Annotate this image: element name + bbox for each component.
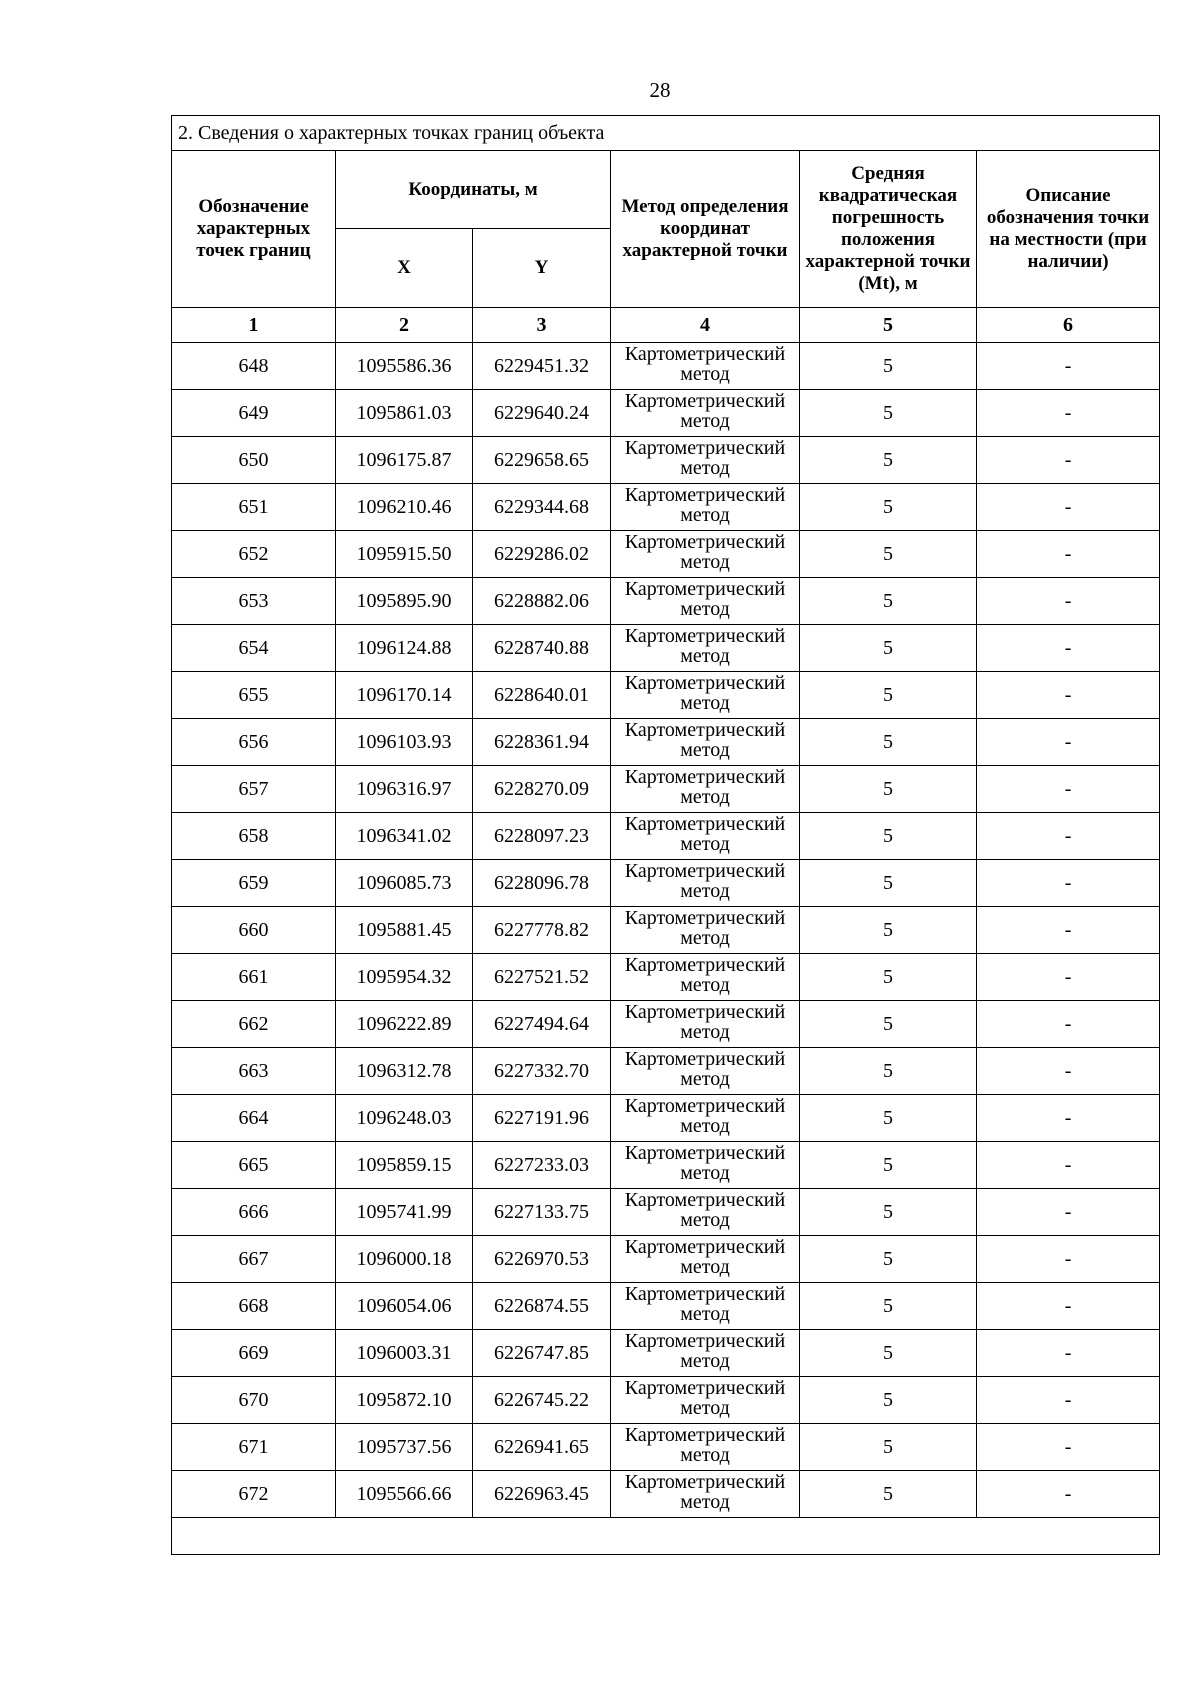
header-x: X xyxy=(336,229,473,308)
point-number-cell: 668 xyxy=(172,1283,336,1330)
point-number-cell: 671 xyxy=(172,1424,336,1471)
method-cell xyxy=(611,1236,800,1283)
method-line-1: Картометрический xyxy=(624,1095,786,1117)
y-coordinate-cell: 6228096.78 xyxy=(473,860,611,907)
column-number: 2 xyxy=(336,308,473,343)
table-row xyxy=(172,1236,1160,1283)
x-coordinate-cell: 1095954.32 xyxy=(336,954,473,1001)
method-cell xyxy=(611,484,800,531)
point-number-cell: 657 xyxy=(172,766,336,813)
method-line-1: Картометрический xyxy=(624,672,786,694)
mean-square-error-cell: 5 xyxy=(800,531,977,578)
method-line-2: метод xyxy=(680,1068,730,1090)
description-cell: - xyxy=(977,531,1160,578)
column-number-row xyxy=(172,308,1160,343)
description-cell: - xyxy=(977,343,1160,390)
header-point-designation: Обозначение характерных точек границ xyxy=(172,151,336,308)
empty-footer-cell xyxy=(172,1518,1160,1555)
point-number-cell: 652 xyxy=(172,531,336,578)
mean-square-error-cell: 5 xyxy=(800,1001,977,1048)
x-coordinate-cell: 1095861.03 xyxy=(336,390,473,437)
method-line-1: Картометрический xyxy=(624,1142,786,1164)
method-cell xyxy=(611,1095,800,1142)
method-line-2: метод xyxy=(680,1350,730,1372)
method-cell xyxy=(611,766,800,813)
method-line-1: Картометрический xyxy=(624,1471,786,1493)
mean-square-error-cell: 5 xyxy=(800,343,977,390)
description-cell: - xyxy=(977,954,1160,1001)
method-cell xyxy=(611,625,800,672)
y-coordinate-cell: 6229640.24 xyxy=(473,390,611,437)
method-line-1: Картометрический xyxy=(624,343,786,365)
table-row xyxy=(172,484,1160,531)
table-row xyxy=(172,860,1160,907)
method-line-1: Картометрический xyxy=(624,390,786,412)
point-number-cell: 661 xyxy=(172,954,336,1001)
point-number-cell: 663 xyxy=(172,1048,336,1095)
y-coordinate-cell: 6228097.23 xyxy=(473,813,611,860)
point-number-cell: 654 xyxy=(172,625,336,672)
x-coordinate-cell: 1096170.14 xyxy=(336,672,473,719)
table-row xyxy=(172,907,1160,954)
column-number: 1 xyxy=(172,308,336,343)
method-line-1: Картометрический xyxy=(624,813,786,835)
description-cell: - xyxy=(977,860,1160,907)
method-line-2: метод xyxy=(680,1256,730,1278)
x-coordinate-cell: 1095741.99 xyxy=(336,1189,473,1236)
method-line-1: Картометрический xyxy=(624,1001,786,1023)
point-number-cell: 648 xyxy=(172,343,336,390)
table-row xyxy=(172,1048,1160,1095)
mean-square-error-cell: 5 xyxy=(800,1424,977,1471)
method-line-2: метод xyxy=(680,645,730,667)
point-number-cell: 666 xyxy=(172,1189,336,1236)
mean-square-error-cell: 5 xyxy=(800,860,977,907)
y-coordinate-cell: 6228361.94 xyxy=(473,719,611,766)
method-cell xyxy=(611,343,800,390)
section-title: 2. Сведения о характерных точках границ объекта xyxy=(172,116,1160,151)
mean-square-error-cell: 5 xyxy=(800,1236,977,1283)
description-cell: - xyxy=(977,1377,1160,1424)
point-number-cell: 653 xyxy=(172,578,336,625)
table-row xyxy=(172,1424,1160,1471)
mean-square-error-cell: 5 xyxy=(800,1471,977,1518)
mean-square-error-cell: 5 xyxy=(800,907,977,954)
boundary-points-table xyxy=(171,115,1160,1555)
table-row xyxy=(172,1095,1160,1142)
y-coordinate-cell: 6226747.85 xyxy=(473,1330,611,1377)
y-coordinate-cell: 6228270.09 xyxy=(473,766,611,813)
method-line-1: Картометрический xyxy=(624,578,786,600)
section-title-row xyxy=(172,116,1160,151)
table-row xyxy=(172,1330,1160,1377)
x-coordinate-cell: 1096175.87 xyxy=(336,437,473,484)
mean-square-error-cell: 5 xyxy=(800,625,977,672)
x-coordinate-cell: 1096312.78 xyxy=(336,1048,473,1095)
description-cell: - xyxy=(977,1471,1160,1518)
empty-footer-row xyxy=(172,1518,1160,1555)
method-cell xyxy=(611,1001,800,1048)
description-cell: - xyxy=(977,484,1160,531)
mean-square-error-cell: 5 xyxy=(800,1095,977,1142)
y-coordinate-cell: 6228640.01 xyxy=(473,672,611,719)
x-coordinate-cell: 1096054.06 xyxy=(336,1283,473,1330)
method-line-1: Картометрический xyxy=(624,860,786,882)
method-line-2: метод xyxy=(680,363,730,385)
method-cell xyxy=(611,672,800,719)
description-cell: - xyxy=(977,1001,1160,1048)
x-coordinate-cell: 1095566.66 xyxy=(336,1471,473,1518)
method-cell xyxy=(611,954,800,1001)
method-line-2: метод xyxy=(680,1021,730,1043)
point-number-cell: 658 xyxy=(172,813,336,860)
point-number-cell: 665 xyxy=(172,1142,336,1189)
description-cell: - xyxy=(977,1283,1160,1330)
description-cell: - xyxy=(977,672,1160,719)
method-line-2: метод xyxy=(680,927,730,949)
mean-square-error-cell: 5 xyxy=(800,719,977,766)
method-cell xyxy=(611,860,800,907)
description-cell: - xyxy=(977,437,1160,484)
method-line-1: Картометрический xyxy=(624,719,786,741)
table-row xyxy=(172,437,1160,484)
mean-square-error-cell: 5 xyxy=(800,484,977,531)
x-coordinate-cell: 1095872.10 xyxy=(336,1377,473,1424)
point-number-cell: 664 xyxy=(172,1095,336,1142)
method-line-1: Картометрический xyxy=(624,437,786,459)
x-coordinate-cell: 1096210.46 xyxy=(336,484,473,531)
x-coordinate-cell: 1096248.03 xyxy=(336,1095,473,1142)
method-line-2: метод xyxy=(680,974,730,996)
y-coordinate-cell: 6226970.53 xyxy=(473,1236,611,1283)
mean-square-error-cell: 5 xyxy=(800,1283,977,1330)
description-cell: - xyxy=(977,1095,1160,1142)
y-coordinate-cell: 6229286.02 xyxy=(473,531,611,578)
point-number-cell: 659 xyxy=(172,860,336,907)
method-line-2: метод xyxy=(680,551,730,573)
y-coordinate-cell: 6229344.68 xyxy=(473,484,611,531)
page-number: 28 xyxy=(649,78,671,102)
column-number: 5 xyxy=(800,308,977,343)
method-cell xyxy=(611,1142,800,1189)
method-line-2: метод xyxy=(680,1209,730,1231)
x-coordinate-cell: 1095915.50 xyxy=(336,531,473,578)
method-line-1: Картометрический xyxy=(624,625,786,647)
method-line-2: метод xyxy=(680,1162,730,1184)
description-cell: - xyxy=(977,1142,1160,1189)
mean-square-error-cell: 5 xyxy=(800,1142,977,1189)
method-line-2: метод xyxy=(680,598,730,620)
method-line-1: Картометрический xyxy=(624,1424,786,1446)
y-coordinate-cell: 6229451.32 xyxy=(473,343,611,390)
method-cell xyxy=(611,719,800,766)
y-coordinate-cell: 6226941.65 xyxy=(473,1424,611,1471)
mean-square-error-cell: 5 xyxy=(800,766,977,813)
mean-square-error-cell: 5 xyxy=(800,390,977,437)
mean-square-error-cell: 5 xyxy=(800,437,977,484)
point-number-cell: 667 xyxy=(172,1236,336,1283)
header-description: Описание обозначения точки на местности (при наличии) xyxy=(977,151,1160,308)
method-cell xyxy=(611,1424,800,1471)
method-line-1: Картометрический xyxy=(624,1048,786,1070)
x-coordinate-cell: 1096000.18 xyxy=(336,1236,473,1283)
point-number-cell: 672 xyxy=(172,1471,336,1518)
x-coordinate-cell: 1096003.31 xyxy=(336,1330,473,1377)
method-cell xyxy=(611,578,800,625)
method-line-2: метод xyxy=(680,786,730,808)
x-coordinate-cell: 1096103.93 xyxy=(336,719,473,766)
mean-square-error-cell: 5 xyxy=(800,578,977,625)
table-row xyxy=(172,1471,1160,1518)
description-cell: - xyxy=(977,719,1160,766)
table-row xyxy=(172,766,1160,813)
mean-square-error-cell: 5 xyxy=(800,813,977,860)
method-line-2: метод xyxy=(680,739,730,761)
x-coordinate-cell: 1096341.02 xyxy=(336,813,473,860)
table-row xyxy=(172,1283,1160,1330)
y-coordinate-cell: 6226745.22 xyxy=(473,1377,611,1424)
method-cell xyxy=(611,1189,800,1236)
x-coordinate-cell: 1095859.15 xyxy=(336,1142,473,1189)
method-line-1: Картометрический xyxy=(624,1236,786,1258)
table-row xyxy=(172,1142,1160,1189)
mean-square-error-cell: 5 xyxy=(800,672,977,719)
method-cell xyxy=(611,1283,800,1330)
method-line-2: метод xyxy=(680,457,730,479)
y-coordinate-cell: 6227332.70 xyxy=(473,1048,611,1095)
y-coordinate-cell: 6227521.52 xyxy=(473,954,611,1001)
header-coordinates: Координаты, м xyxy=(336,151,611,229)
table-row xyxy=(172,672,1160,719)
x-coordinate-cell: 1096124.88 xyxy=(336,625,473,672)
x-coordinate-cell: 1096222.89 xyxy=(336,1001,473,1048)
x-coordinate-cell: 1096316.97 xyxy=(336,766,473,813)
table-row xyxy=(172,1189,1160,1236)
mean-square-error-cell: 5 xyxy=(800,1330,977,1377)
method-cell xyxy=(611,390,800,437)
y-coordinate-cell: 6229658.65 xyxy=(473,437,611,484)
method-line-1: Картометрический xyxy=(624,1330,786,1352)
point-number-cell: 655 xyxy=(172,672,336,719)
table-row xyxy=(172,343,1160,390)
column-number: 3 xyxy=(473,308,611,343)
method-line-2: метод xyxy=(680,1444,730,1466)
method-line-1: Картометрический xyxy=(624,484,786,506)
header-row xyxy=(172,151,1160,229)
table-row xyxy=(172,531,1160,578)
method-cell xyxy=(611,1471,800,1518)
column-number: 4 xyxy=(611,308,800,343)
y-coordinate-cell: 6227133.75 xyxy=(473,1189,611,1236)
description-cell: - xyxy=(977,578,1160,625)
point-number-cell: 651 xyxy=(172,484,336,531)
x-coordinate-cell: 1096085.73 xyxy=(336,860,473,907)
table-row xyxy=(172,954,1160,1001)
table-row xyxy=(172,1377,1160,1424)
description-cell: - xyxy=(977,813,1160,860)
mean-square-error-cell: 5 xyxy=(800,954,977,1001)
method-line-1: Картометрический xyxy=(624,907,786,929)
method-cell xyxy=(611,1377,800,1424)
table-row xyxy=(172,719,1160,766)
method-line-1: Картометрический xyxy=(624,954,786,976)
point-number-cell: 662 xyxy=(172,1001,336,1048)
description-cell: - xyxy=(977,1236,1160,1283)
method-line-1: Картометрический xyxy=(624,1283,786,1305)
description-cell: - xyxy=(977,907,1160,954)
method-line-2: метод xyxy=(680,1303,730,1325)
mean-square-error-cell: 5 xyxy=(800,1048,977,1095)
y-coordinate-cell: 6227191.96 xyxy=(473,1095,611,1142)
method-cell xyxy=(611,813,800,860)
table-row xyxy=(172,578,1160,625)
x-coordinate-cell: 1095895.90 xyxy=(336,578,473,625)
mean-square-error-cell: 5 xyxy=(800,1189,977,1236)
description-cell: - xyxy=(977,390,1160,437)
method-line-2: метод xyxy=(680,1397,730,1419)
method-cell xyxy=(611,1330,800,1377)
x-coordinate-cell: 1095586.36 xyxy=(336,343,473,390)
method-line-1: Картометрический xyxy=(624,531,786,553)
description-cell: - xyxy=(977,1424,1160,1471)
y-coordinate-cell: 6227778.82 xyxy=(473,907,611,954)
method-line-1: Картометрический xyxy=(624,766,786,788)
y-coordinate-cell: 6226874.55 xyxy=(473,1283,611,1330)
method-line-1: Картометрический xyxy=(624,1377,786,1399)
method-line-2: метод xyxy=(680,1491,730,1513)
y-coordinate-cell: 6228740.88 xyxy=(473,625,611,672)
description-cell: - xyxy=(977,1189,1160,1236)
point-number-cell: 656 xyxy=(172,719,336,766)
y-coordinate-cell: 6228882.06 xyxy=(473,578,611,625)
method-cell xyxy=(611,1048,800,1095)
description-cell: - xyxy=(977,625,1160,672)
description-cell: - xyxy=(977,1330,1160,1377)
x-coordinate-cell: 1095737.56 xyxy=(336,1424,473,1471)
point-number-cell: 650 xyxy=(172,437,336,484)
y-coordinate-cell: 6226963.45 xyxy=(473,1471,611,1518)
method-cell xyxy=(611,907,800,954)
table-row xyxy=(172,1001,1160,1048)
method-line-2: метод xyxy=(680,504,730,526)
x-coordinate-cell: 1095881.45 xyxy=(336,907,473,954)
column-number: 6 xyxy=(977,308,1160,343)
point-number-cell: 669 xyxy=(172,1330,336,1377)
table-row xyxy=(172,625,1160,672)
y-coordinate-cell: 6227494.64 xyxy=(473,1001,611,1048)
method-line-2: метод xyxy=(680,1115,730,1137)
method-line-1: Картометрический xyxy=(624,1189,786,1211)
table-body xyxy=(172,343,1160,1518)
point-number-cell: 660 xyxy=(172,907,336,954)
point-number-cell: 670 xyxy=(172,1377,336,1424)
mean-square-error-cell: 5 xyxy=(800,1377,977,1424)
method-cell xyxy=(611,437,800,484)
header-method: Метод определения координат характерной точки xyxy=(611,151,800,308)
method-line-2: метод xyxy=(680,410,730,432)
description-cell: - xyxy=(977,766,1160,813)
method-line-2: метод xyxy=(680,880,730,902)
method-cell xyxy=(611,531,800,578)
point-number-cell: 649 xyxy=(172,390,336,437)
table-row xyxy=(172,813,1160,860)
header-mean-square-error: Средняя квадратическая погрешность положения характерной точки (Mt), м xyxy=(800,151,977,308)
method-line-2: метод xyxy=(680,692,730,714)
y-coordinate-cell: 6227233.03 xyxy=(473,1142,611,1189)
header-y: Y xyxy=(473,229,611,308)
method-line-2: метод xyxy=(680,833,730,855)
table-row xyxy=(172,390,1160,437)
description-cell: - xyxy=(977,1048,1160,1095)
